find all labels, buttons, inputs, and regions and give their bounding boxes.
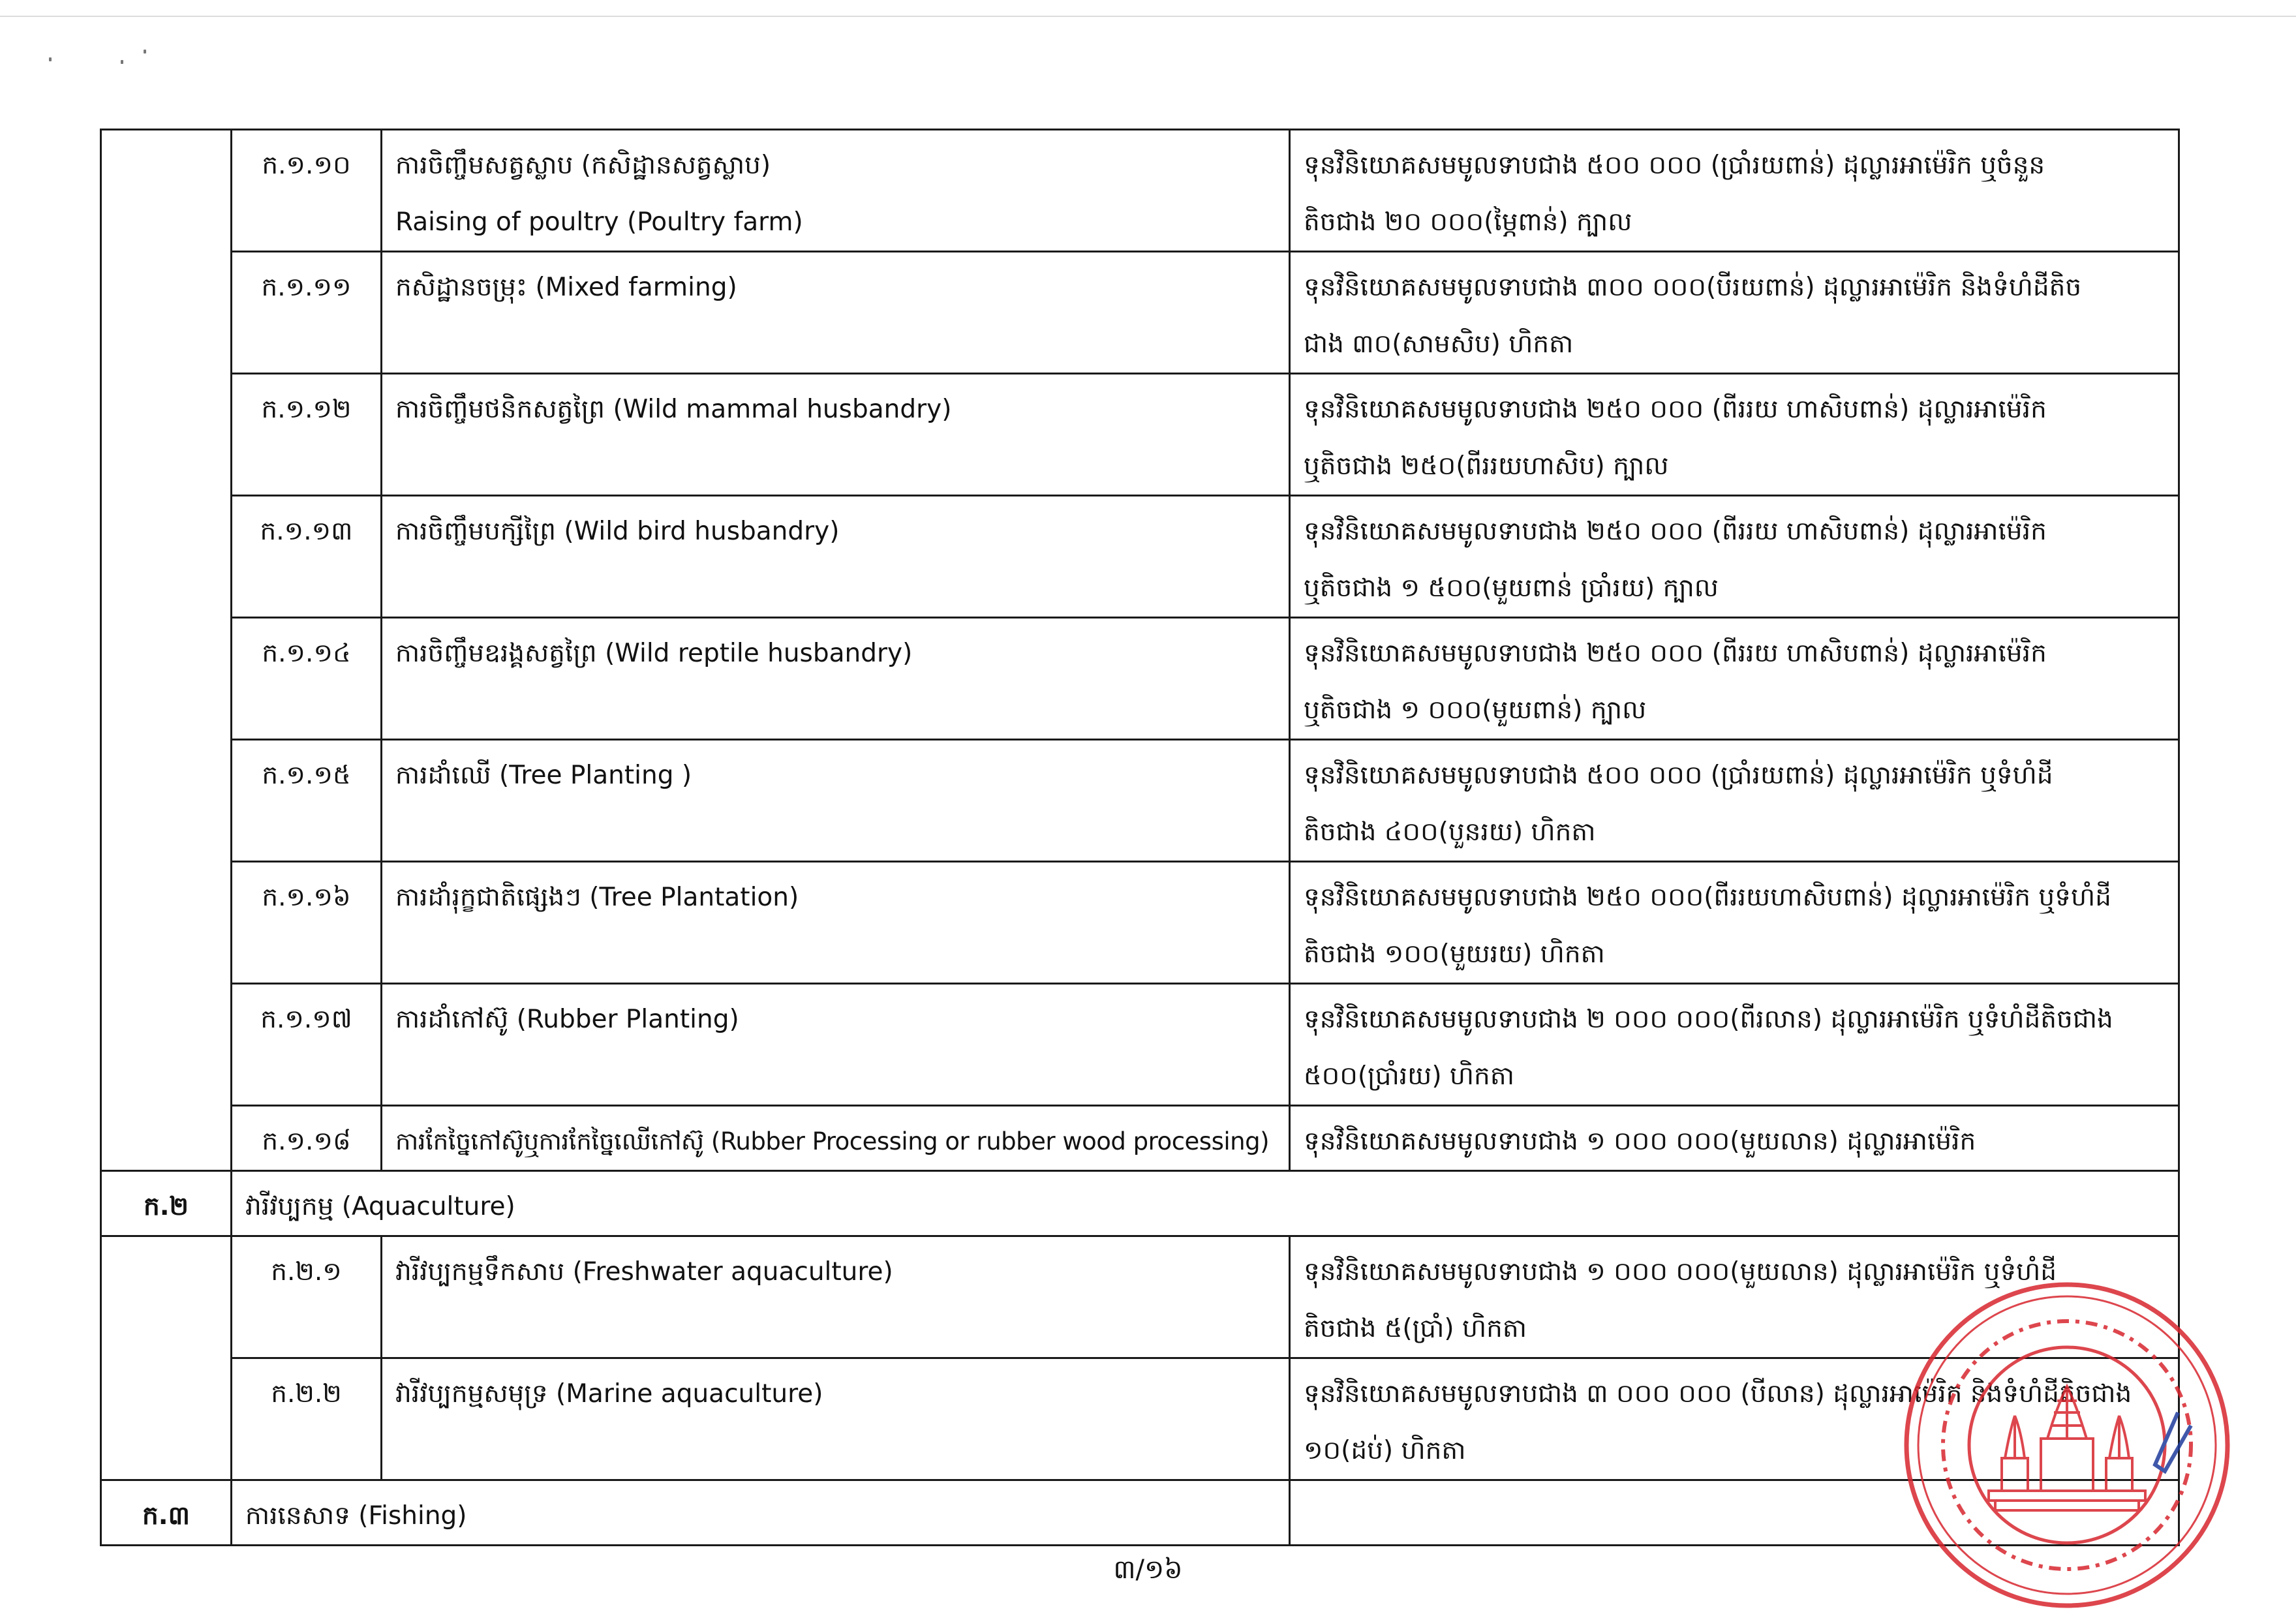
criteria-line-2: ១០(ដប់) ហិកតា (1304, 1436, 1466, 1465)
criteria-line-2: ជាង ៣០(សាមសិប) ហិកតា (1304, 329, 1574, 359)
section-code: ក.២ (101, 1171, 232, 1236)
criteria-line-1: ទុនវិនិយោគសមមូលទាបជាង ៣០០ ០០០(បីរយពាន់) ដុល្លារអាម៉េរិក និងទំហំដីតិច (1304, 273, 2082, 302)
activity-text: វារីវប្បកម្មទឹកសាប (Freshwater aquaculture) (395, 1257, 893, 1287)
criteria-line-1: ទុនវិនិយោគសមមូលទាបជាង ៥០០ ០០០ (ប្រាំរយពាន់) ដុល្លារអាម៉េរិក ឬចំនួន (1304, 151, 2045, 180)
table-row (101, 740, 2179, 862)
criteria-cell (1290, 130, 2179, 252)
activity-text: ការកែច្នៃកៅស៊ូឬការកែច្នៃឈើកៅស៊ូ (Rubber Processing or rubber wood processing) (395, 1127, 1269, 1155)
item-code: ក.១.១២ (232, 374, 382, 496)
activity-cell (382, 862, 1290, 984)
table-row (101, 1106, 2179, 1171)
criteria-cell (1290, 984, 2179, 1106)
activity-text: វារីវប្បកម្មសមុទ្រ (Marine aquaculture) (395, 1379, 823, 1409)
criteria-cell (1290, 862, 2179, 984)
scan-speck (121, 60, 123, 64)
criteria-line-2: ៥០០(ប្រាំរយ) ហិកតា (1304, 1061, 1514, 1091)
criteria-cell (1290, 618, 2179, 740)
table-row (101, 130, 2179, 252)
criteria-line-1: ទុនវិនិយោគសមមូលទាបជាង ៥០០ ០០០ (ប្រាំរយពាន់) ដុល្លារអាម៉េរិក ឬទំហំដី (1304, 761, 2053, 790)
criteria-cell (1290, 496, 2179, 618)
activity-text: ការចិញ្ចឹមថនិកសត្វព្រៃ (Wild mammal husbandry) (395, 395, 952, 424)
activity-text: ការចិញ្ចឹមបក្សីព្រៃ (Wild bird husbandry) (395, 517, 840, 546)
criteria-line-1: ទុនវិនិយោគសមមូលទាបជាង ១ ០០០ ០០០(មួយលាន) ដុល្លារអាម៉េរិក ឬទំហំដី (1304, 1257, 2057, 1287)
scan-top-edge (0, 16, 2296, 17)
activity-text: កសិដ្ឋានចម្រុះ (Mixed farming) (395, 273, 737, 302)
item-code: ក.១.១៦ (232, 862, 382, 984)
item-code: ក.១.១៥ (232, 740, 382, 862)
criteria-line-1: ទុនវិនិយោគសមមូលទាបជាង ២៥០ ០០០ (ពីររយ ហាសិបពាន់) ដុល្លារអាម៉េរិក (1304, 639, 2047, 668)
section-title (232, 1171, 2179, 1236)
activity-text: ការដាំឈើ (Tree Planting ) (395, 761, 692, 790)
activity-cell (382, 496, 1290, 618)
criteria-cell (1290, 374, 2179, 496)
item-code: ក.១.១៧ (232, 984, 382, 1106)
criteria-line-1: ទុនវិនិយោគសមមូលទាបជាង ២៥០ ០០០ (ពីររយ ហាសិបពាន់) ដុល្លារអាម៉េរិក (1304, 395, 2047, 424)
section-title-text: ការនេសាទ (Fishing) (245, 1501, 467, 1531)
activity-text: ការដាំកៅស៊ូ (Rubber Planting) (395, 1005, 739, 1034)
angkor-temple-icon (1989, 1386, 2145, 1510)
scan-speck (144, 50, 146, 53)
seal-inner-ring (1918, 1296, 2216, 1594)
activity-cell (382, 1358, 1290, 1480)
table-row (101, 618, 2179, 740)
section-code-cell-empty (101, 130, 232, 1171)
item-code: ក.២.២ (232, 1358, 382, 1480)
criteria-line-2: ឬតិចជាង ១ ០០០(មួយពាន់) ក្បាល (1304, 695, 1647, 725)
seal-ring-lettering (1943, 1321, 2191, 1569)
section-title-text: វារីវប្បកម្ម (Aquaculture) (245, 1192, 515, 1221)
table-row (101, 984, 2179, 1106)
criteria-line-1: ទុនវិនិយោគសមមូលទាបជាង ៣ ០០០ ០០០ (បីលាន) ដុល្លារអាម៉េរិក និងទំហំដីតិចជាង (1304, 1379, 2132, 1409)
criteria-line-2: តិចជាង ៥(ប្រាំ) ហិកតា (1304, 1314, 1527, 1343)
criteria-line-1: ទុនវិនិយោគសមមូលទាបជាង ២៥០ ០០០(ពីររយហាសិបពាន់) ដុល្លារអាម៉េរិក ឬទំហំដី (1304, 883, 2111, 912)
scan-speck (49, 57, 52, 61)
criteria-line-2: តិចជាង ១០០(មួយរយ) ហិកតា (1304, 939, 1605, 969)
section-code-cell-empty (101, 1236, 232, 1480)
section-title (232, 1480, 1290, 1546)
activity-table (100, 129, 2180, 1546)
table-row (101, 862, 2179, 984)
activity-cell (382, 618, 1290, 740)
activity-cell (382, 740, 1290, 862)
activity-cell (382, 1106, 1290, 1171)
activity-text: ការដាំរុក្ខជាតិផ្សេងៗ (Tree Plantation) (395, 883, 799, 912)
activity-cell (382, 252, 1290, 374)
page-number: ៣/១៦ (1113, 1555, 1183, 1585)
activity-text-en: Raising of poultry (Poultry farm) (395, 207, 803, 237)
activity-text: ការចិញ្ចឹមឧរង្គសត្វព្រៃ (Wild reptile husbandry) (395, 639, 913, 668)
activity-cell (382, 374, 1290, 496)
item-code: ក.១.១៤ (232, 618, 382, 740)
criteria-cell (1290, 740, 2179, 862)
criteria-cell (1290, 1106, 2179, 1171)
section-row (101, 1480, 2179, 1546)
section-code: ក.៣ (101, 1480, 232, 1546)
item-code: ក.២.១ (232, 1236, 382, 1358)
criteria-line-2: ឬតិចជាង ២៥០(ពីររយហាសិប) ក្បាល (1304, 451, 1669, 481)
criteria-line-2: ឬតិចជាង ១ ៥០០(មួយពាន់ ប្រាំរយ) ក្បាល (1304, 573, 1719, 603)
criteria-line-1: ទុនវិនិយោគសមមូលទាបជាង ២៥០ ០០០ (ពីររយ ហាសិបពាន់) ដុល្លារអាម៉េរិក (1304, 517, 2047, 546)
criteria-line-2: តិចជាង ៤០០(បួនរយ) ហិកតា (1304, 817, 1596, 847)
activity-cell (382, 1236, 1290, 1358)
criteria-cell (1290, 252, 2179, 374)
official-seal-stamp (1897, 1275, 2237, 1615)
table-row (101, 496, 2179, 618)
item-code: ក.១.១៣ (232, 496, 382, 618)
section-row (101, 1171, 2179, 1236)
table-row (101, 374, 2179, 496)
criteria-line-1: ទុនវិនិយោគសមមូលទាបជាង ២ ០០០ ០០០(ពីរលាន) ដុល្លារអាម៉េរិក ឬទំហំដីតិចជាង (1304, 1005, 2113, 1034)
criteria-line-1: ទុនវិនិយោគសមមូលទាបជាង ១ ០០០ ០០០(មួយលាន) ដុល្លារអាម៉េរិក (1304, 1127, 1976, 1156)
criteria-line-2: តិចជាង ២០ ០០០(ម្ភៃពាន់) ក្បាល (1304, 207, 1632, 237)
table-row (101, 1236, 2179, 1358)
item-code: ក.១.១៨ (232, 1106, 382, 1171)
activity-text: ការចិញ្ចឹមសត្វស្លាប (កសិដ្ឋានសត្វស្លាប) (395, 151, 771, 180)
item-code: ក.១.១០ (232, 130, 382, 252)
item-code: ក.១.១១ (232, 252, 382, 374)
seal-center-ring (1969, 1347, 2165, 1543)
activity-cell (382, 130, 1290, 252)
table-row (101, 1358, 2179, 1480)
activity-cell (382, 984, 1290, 1106)
table-row (101, 252, 2179, 374)
